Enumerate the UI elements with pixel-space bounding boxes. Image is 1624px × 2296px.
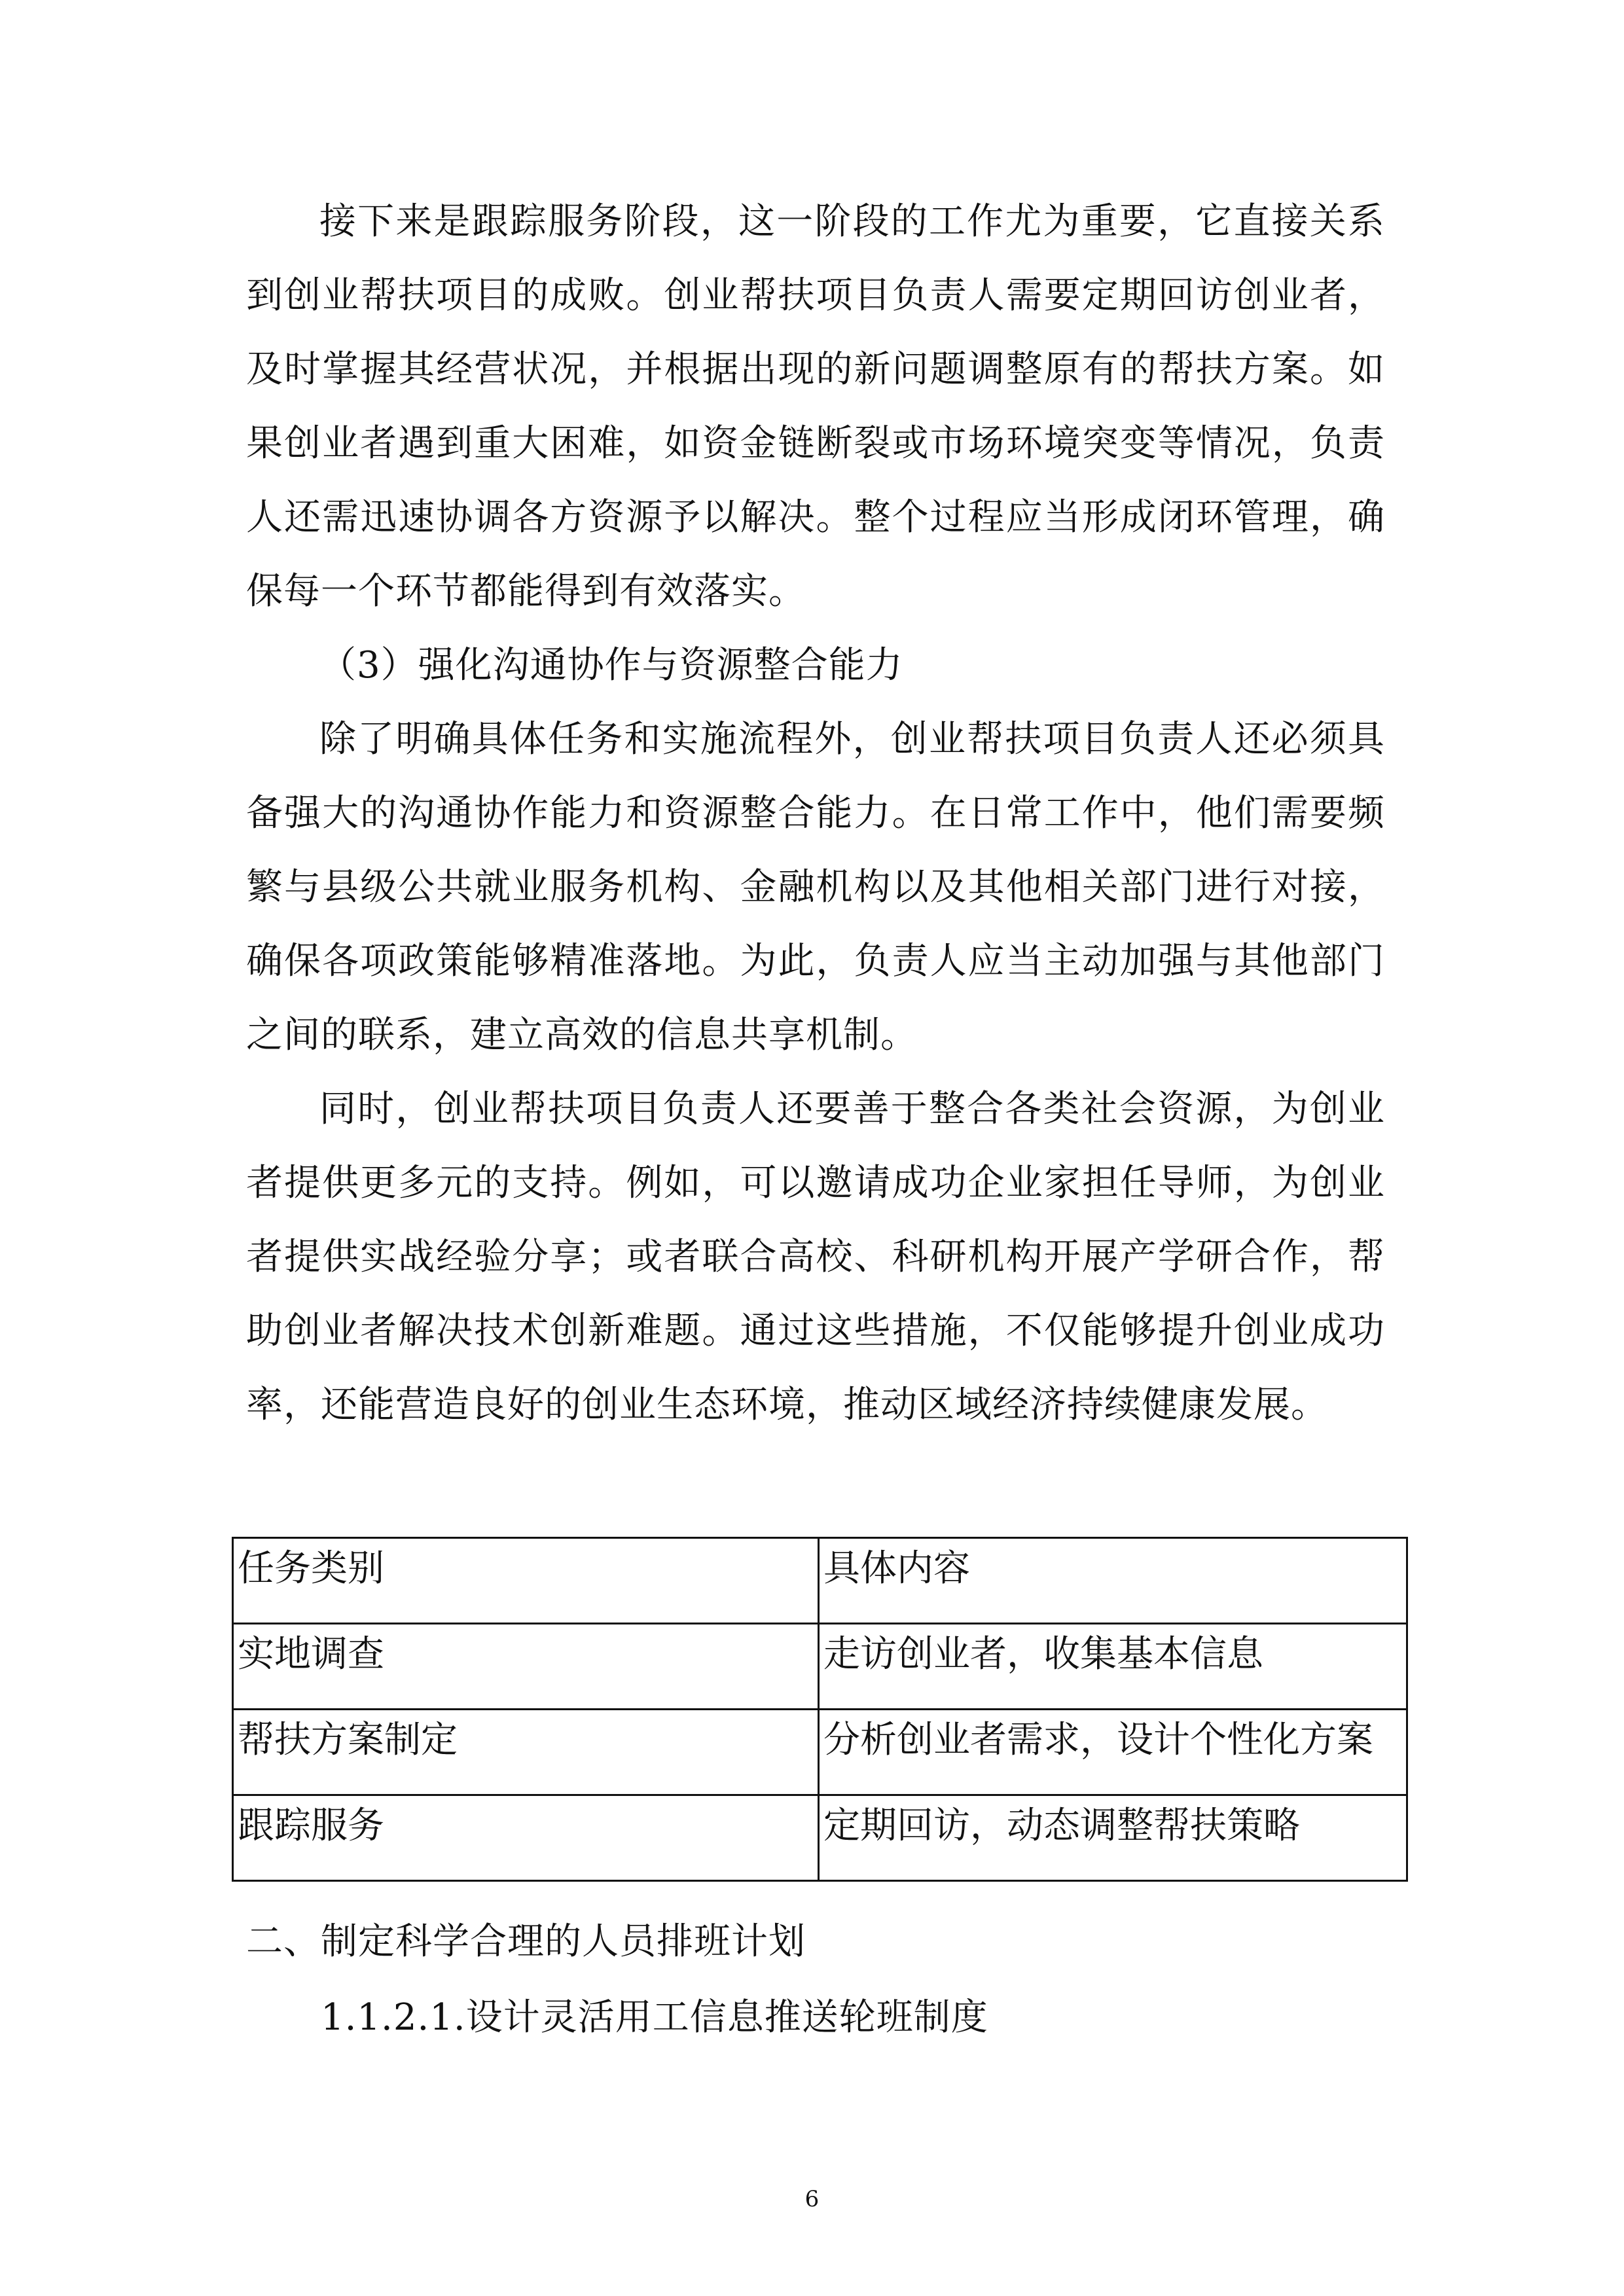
sub-heading: 1.1.2.1.设计灵活用工信息推送轮班制度 (321, 1996, 988, 2039)
section-heading: 二、制定科学合理的人员排班计划 (246, 1920, 806, 1963)
page-number: 6 (804, 2186, 820, 2212)
table-header-cell: 任务类别 (233, 1538, 819, 1624)
table-cell: 走访创业者，收集基本信息 (819, 1624, 1407, 1710)
table-row (233, 1795, 1407, 1881)
table-cell: 跟踪服务 (233, 1795, 819, 1881)
table-cell: 帮扶方案制定 (233, 1710, 819, 1795)
table-cell: 定期回访，动态调整帮扶策略 (819, 1795, 1407, 1881)
table-row (233, 1624, 1407, 1710)
paragraph-resource-integration: 同时，创业帮扶项目负责人还要善于整合各类社会资源，为创业者提供更多元的支持。例如，可以邀请成功企业家担任导师，为创业者提供实战经验分享；或者联合高校、科研机构开展产学研合作，帮助创业者解决技术创新难题。通过这些措施，不仅能够提升创业成功率，还能营造良好的创业生态环境，推动区域经济持续健康发展。 (246, 1088, 1385, 1426)
paragraph-communication: 除了明确具体任务和实施流程外，创业帮扶项目负责人还必须具备强大的沟通协作能力和资源整合能力。在日常工作中，他们需要频繁与县级公共就业服务机构、金融机构以及其他相关部门进行对接，确保各项政策能够精准落地。为此，负责人应当主动加强与其他部门之间的联系，建立高效的信息共享机制。 (246, 718, 1385, 1056)
table-row (233, 1710, 1407, 1795)
task-table (232, 1537, 1408, 1882)
body-text (246, 185, 1385, 1442)
table-cell: 实地调查 (233, 1624, 819, 1710)
paragraph-tracking-service: 接下来是跟踪服务阶段，这一阶段的工作尤为重要，它直接关系到创业帮扶项目的成败。创业帮扶项目负责人需要定期回访创业者，及时掌握其经营状况，并根据出现的新问题调整原有的帮扶方案。如果创业者遇到重大困难，如资金链断裂或市场环境突变等情况，负责人还需迅速协调各方资源予以解决。整个过程应当形成闭环管理，确保每一个环节都能得到有效落实。 (246, 200, 1385, 613)
table-header-cell: 具体内容 (819, 1538, 1407, 1624)
subsection-heading-communication: （3）强化沟通协作与资源整合能力 (319, 644, 903, 687)
task-table-wrapper (232, 1537, 1394, 1882)
table-cell: 分析创业者需求，设计个性化方案 (819, 1710, 1407, 1795)
table-header-row (233, 1538, 1407, 1624)
